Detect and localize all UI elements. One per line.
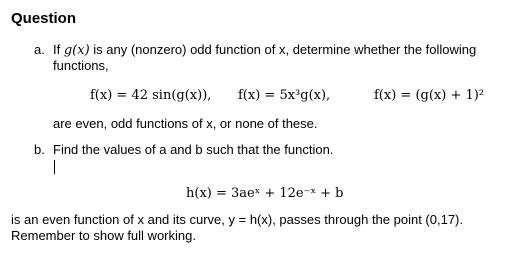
equation-h: h(x) = 3aeˣ + 12e⁻ˣ + b: [186, 186, 344, 201]
part-a-conclusion: are even, odd functions of x, or none of these.: [53, 116, 318, 131]
part-a-marker: a.: [34, 42, 45, 57]
part-a-line-2: functions,: [53, 58, 109, 73]
equation-f1: f(x) = 42 sin(g(x)),: [90, 88, 212, 103]
part-a-line-1-prefix: If: [53, 42, 64, 57]
equation-f2: f(x) = 5x³g(x),: [238, 88, 331, 103]
part-b-line-1: Find the values of a and b such that the function.: [53, 142, 334, 157]
part-b-line-2: is an even function of x and its curve, y = h(x), passes through the point (0,17).: [11, 212, 463, 227]
equation-f3: f(x) = (g(x) + 1)²: [374, 88, 485, 103]
part-a-line-1: [53, 42, 476, 58]
part-b-line-3: Remember to show full working.: [11, 228, 196, 243]
part-a-line-1-suffix: is any (nonzero) odd function of x, determine whether the following: [89, 42, 477, 57]
text-cursor[interactable]: [54, 160, 55, 174]
question-heading: Question: [11, 10, 77, 27]
part-b-marker: b.: [34, 142, 45, 157]
part-a-g-of-x: g(x): [63, 43, 90, 58]
